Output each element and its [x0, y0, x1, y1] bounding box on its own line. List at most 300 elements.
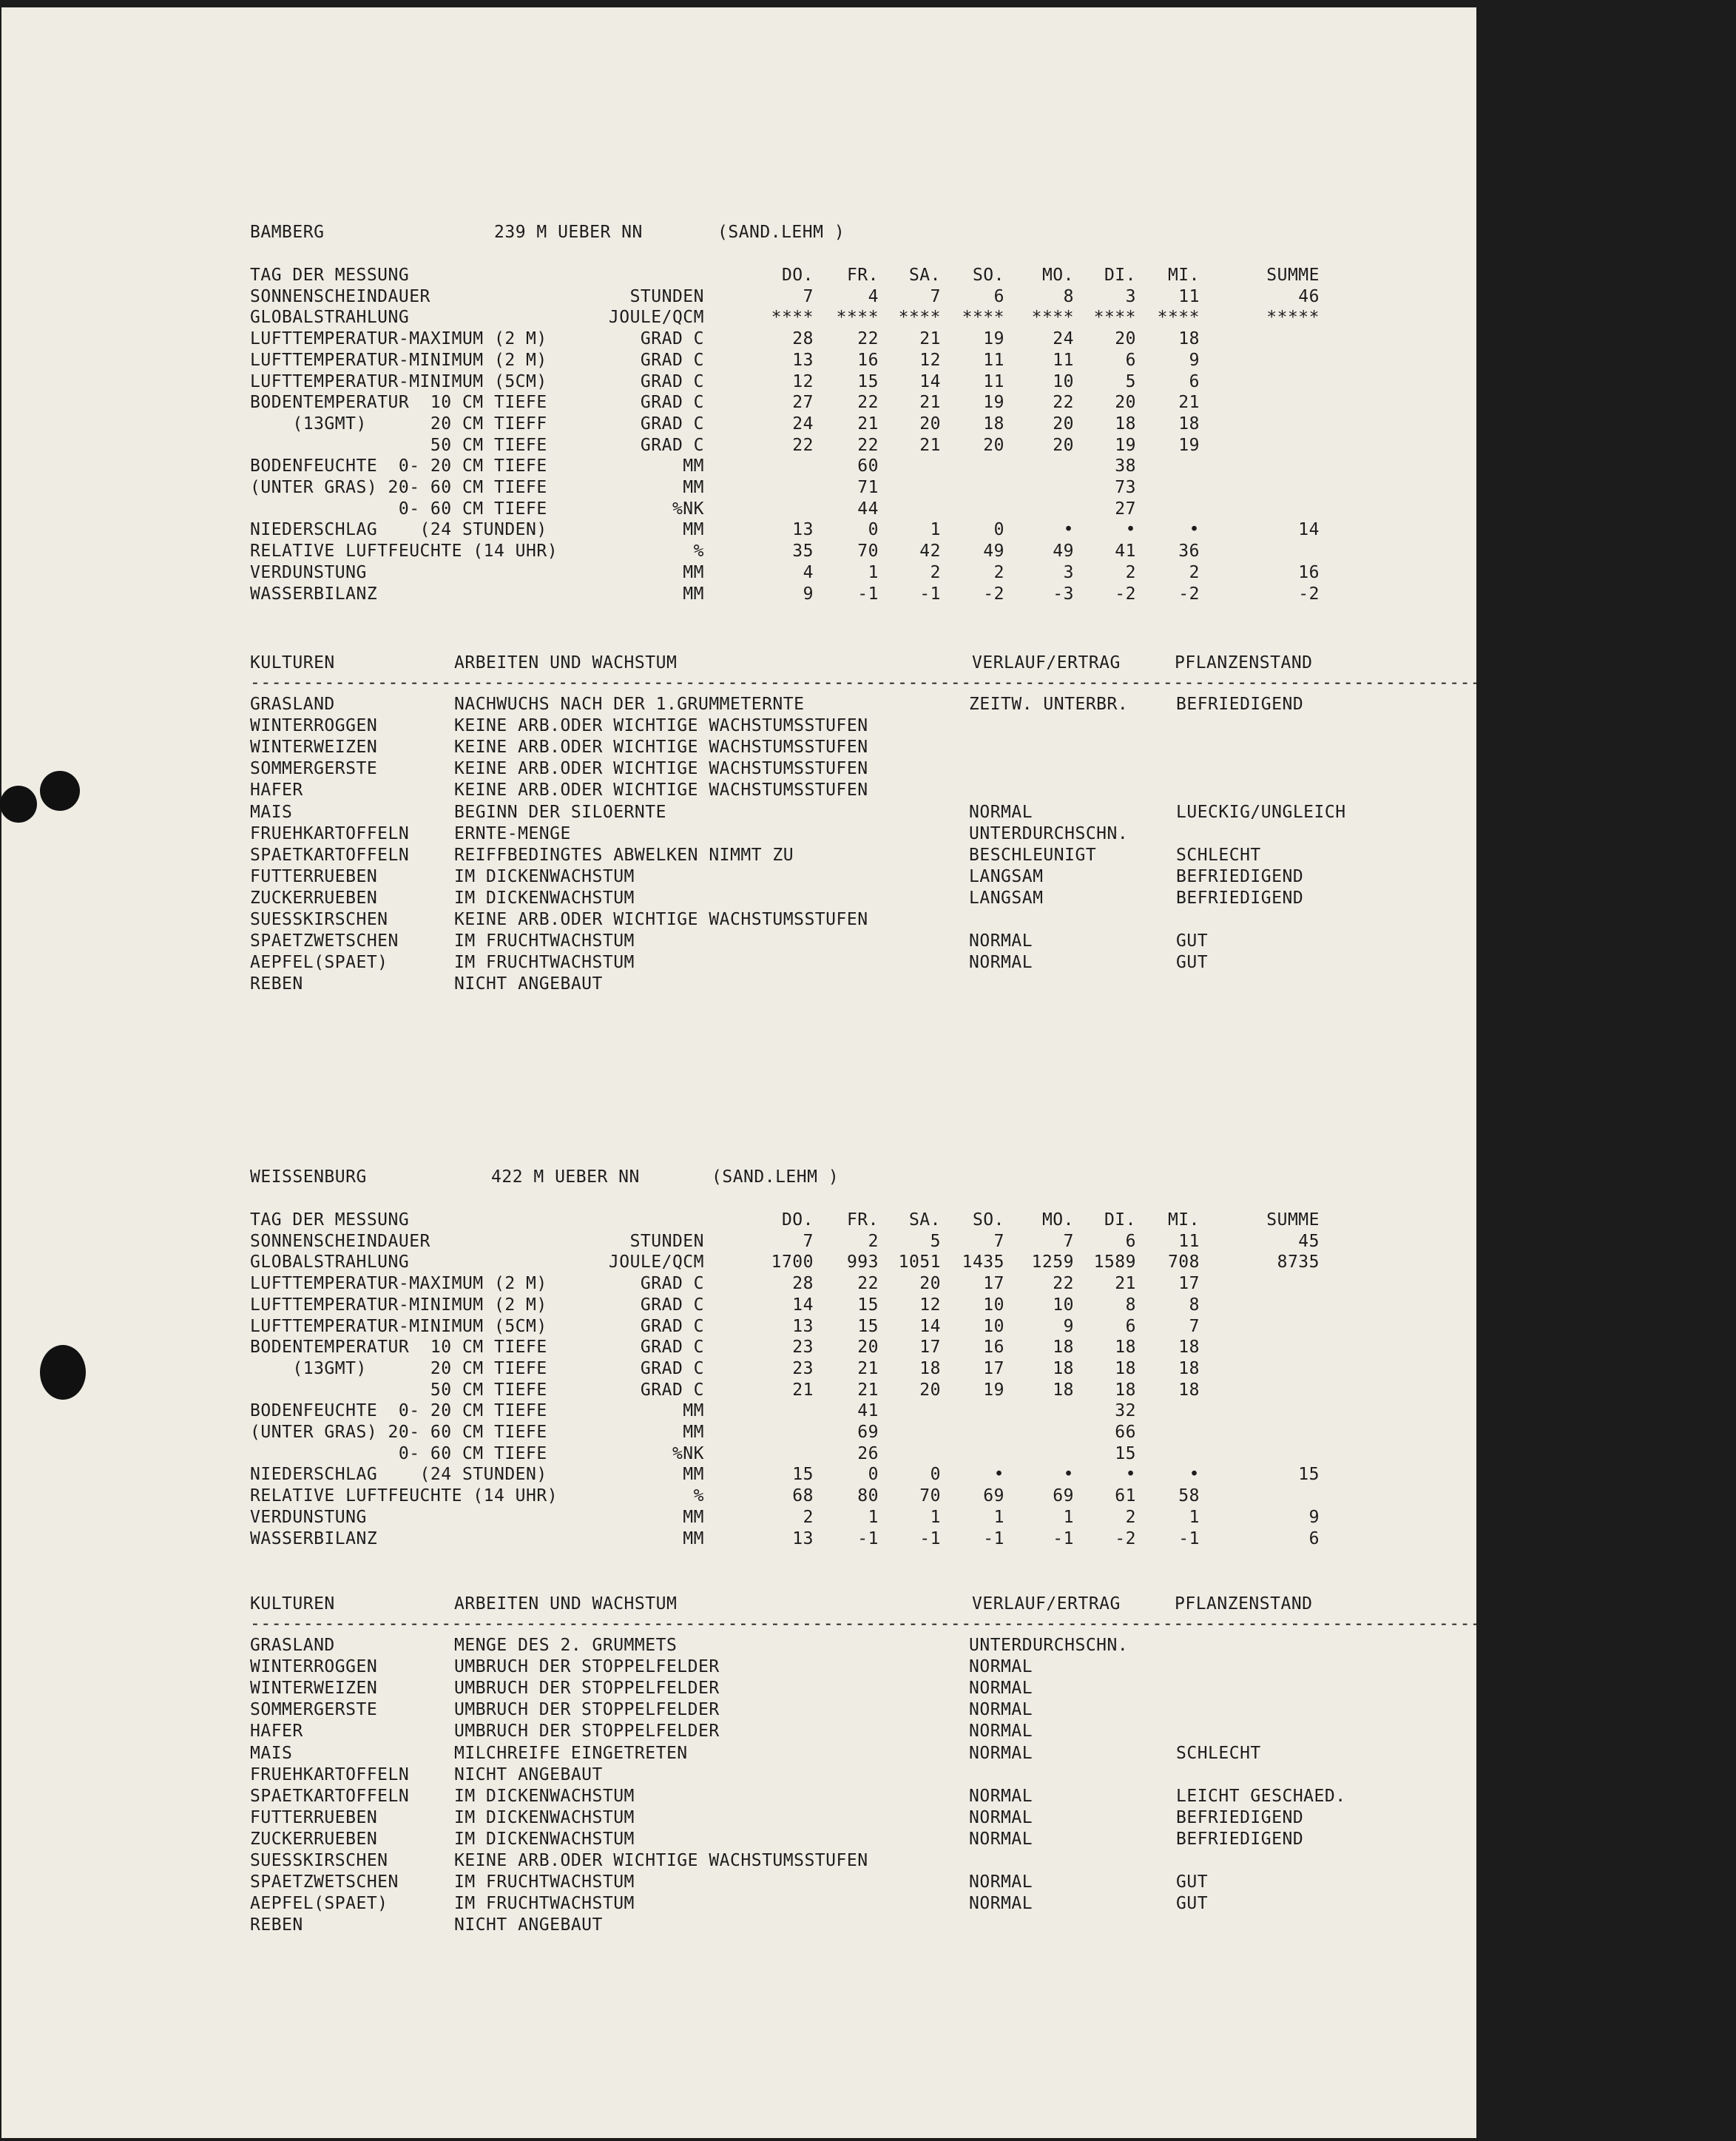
measurement-label: VERDUNSTUNG: [250, 562, 367, 582]
measurement-value: 11: [1178, 1231, 1200, 1251]
day-header: MI.: [1167, 266, 1200, 285]
crop-name: GRASLAND: [250, 695, 335, 714]
crop-state: LEICHT GESCHAED.: [1176, 1786, 1346, 1806]
measurement-value: 20: [1053, 435, 1074, 455]
measurement-label: RELATIVE LUFTFEUCHTE (14 UHR): [250, 542, 558, 562]
measurement-value: 66: [1115, 1423, 1136, 1442]
measurement-unit: MM: [683, 520, 704, 540]
measurement-sum: *****: [1266, 308, 1320, 328]
crop-name: FUTTERRUEBEN: [250, 866, 378, 886]
measurement-value: 16: [857, 350, 879, 370]
punch-hole: [40, 1345, 86, 1400]
crop-name: AEPFEL(SPAET): [250, 1894, 388, 1914]
measurement-value: 7: [803, 286, 814, 306]
measurement-label: LUFTTEMPERATUR-MAXIMUM (2 M): [250, 329, 547, 349]
measurement-value: 13: [792, 350, 814, 370]
station-name: WEISSENBURG: [250, 1167, 367, 1187]
measurement-unit: GRAD C: [640, 1316, 704, 1336]
measurement-label: SONNENSCHEINDAUER: [250, 1231, 430, 1251]
measurement-value: 10: [983, 1316, 1004, 1336]
measurement-value: 22: [857, 435, 879, 455]
crop-name: SPAETZWETSCHEN: [250, 931, 399, 951]
crops-header-course: VERLAUF/ERTRAG: [972, 653, 1121, 672]
measurement-value: 5: [1125, 371, 1136, 391]
measurement-value: 6: [1125, 350, 1136, 370]
measurement-value: 1259: [1031, 1252, 1074, 1272]
measurement-value: 11: [983, 350, 1004, 370]
measurement-value: 1: [930, 1507, 941, 1527]
measurement-value: -1: [1178, 1528, 1200, 1548]
measurement-value: 20: [857, 1338, 879, 1358]
measurement-unit: STUNDEN: [629, 286, 704, 306]
day-header: SA.: [908, 1210, 941, 1230]
measurement-label: (UNTER GRAS) 20- 60 CM TIEFE: [250, 478, 547, 497]
crop-state: GUT: [1176, 1872, 1209, 1892]
measurement-label: BODENTEMPERATUR 10 CM TIEFE: [250, 1338, 547, 1358]
crop-name: WINTERROGGEN: [250, 1657, 378, 1677]
measurement-unit: MM: [683, 456, 704, 476]
crop-work: IM DICKENWACHSTUM: [454, 1807, 635, 1827]
measurement-value: 15: [1115, 1443, 1136, 1463]
divider: --------------------------------------------------------------------------------------------------------------------------------------------: [250, 1614, 1736, 1633]
measurement-value: 10: [983, 1295, 1004, 1315]
measurement-value: 24: [792, 414, 814, 434]
measurement-value: 1: [1189, 1507, 1200, 1527]
crop-course: NORMAL: [969, 1743, 1033, 1763]
measurement-value: -3: [1053, 584, 1074, 604]
measurement-value: 70: [919, 1486, 941, 1506]
measurement-value: 7: [1063, 1231, 1074, 1251]
measurement-value: 11: [983, 371, 1004, 391]
measurement-label: SONNENSCHEINDAUER: [250, 286, 430, 306]
measurement-value: ****: [1093, 308, 1136, 328]
measurement-value: 708: [1167, 1252, 1200, 1272]
day-header: MI.: [1167, 1210, 1200, 1230]
measurement-value: 18: [1053, 1358, 1074, 1378]
measurement-value: 7: [803, 1231, 814, 1251]
measurement-value: 4: [868, 286, 879, 306]
measurement-value: 22: [857, 329, 879, 349]
crop-course: NORMAL: [969, 1829, 1033, 1849]
measurement-value: 1: [930, 520, 941, 540]
measurement-value: 38: [1115, 456, 1136, 476]
measurement-value: 21: [919, 329, 941, 349]
measurement-label: TAG DER MESSUNG: [250, 1210, 410, 1230]
crop-course: NORMAL: [969, 1872, 1033, 1892]
measurement-value: 0: [868, 1465, 879, 1485]
crop-course: NORMAL: [969, 1786, 1033, 1806]
crop-work: IM DICKENWACHSTUM: [454, 888, 635, 908]
measurement-label: BODENFEUCHTE 0- 20 CM TIEFE: [250, 456, 547, 476]
measurement-unit: GRAD C: [640, 371, 704, 391]
punch-hole: [40, 771, 80, 811]
crop-name: MAIS: [250, 802, 293, 822]
measurement-value: 27: [792, 393, 814, 413]
crop-work: MENGE DES 2. GRUMMETS: [454, 1636, 678, 1655]
measurement-value: 18: [983, 414, 1004, 434]
measurement-value: 18: [1178, 329, 1200, 349]
measurement-value: 41: [857, 1401, 879, 1421]
crop-name: REBEN: [250, 974, 303, 994]
measurement-value: 44: [857, 499, 879, 519]
measurement-value: -1: [857, 1528, 879, 1548]
measurement-value: •: [1125, 520, 1136, 540]
day-header: DI.: [1104, 266, 1136, 285]
crop-name: FUTTERRUEBEN: [250, 1807, 378, 1827]
crop-name: SPAETKARTOFFELN: [250, 1786, 410, 1806]
measurement-value: •: [993, 1465, 1004, 1485]
measurement-value: 19: [1178, 435, 1200, 455]
station-altitude: 422 M UEBER NN: [491, 1167, 640, 1187]
crop-work: KEINE ARB.ODER WICHTIGE WACHSTUMSSTUFEN: [454, 780, 868, 800]
crop-state: BEFRIEDIGEND: [1176, 1829, 1304, 1849]
crop-name: FRUEHKARTOFFELN: [250, 1764, 410, 1784]
measurement-value: •: [1189, 1465, 1200, 1485]
measurement-value: -2: [1115, 1528, 1136, 1548]
measurement-value: 7: [993, 1231, 1004, 1251]
measurement-value: 36: [1178, 542, 1200, 562]
crop-state: SCHLECHT: [1176, 1743, 1261, 1763]
measurement-value: 993: [846, 1252, 879, 1272]
measurement-value: 18: [1115, 1358, 1136, 1378]
measurement-value: 18: [1178, 1358, 1200, 1378]
crop-work: NICHT ANGEBAUT: [454, 974, 603, 994]
crop-name: ZUCKERRUEBEN: [250, 1829, 378, 1849]
measurement-value: 22: [1053, 393, 1074, 413]
crop-course: NORMAL: [969, 1657, 1033, 1677]
measurement-value: -1: [1053, 1528, 1074, 1548]
crop-work: KEINE ARB.ODER WICHTIGE WACHSTUMSSTUFEN: [454, 759, 868, 779]
day-header: SO.: [972, 1210, 1004, 1230]
crop-work: KEINE ARB.ODER WICHTIGE WACHSTUMSSTUFEN: [454, 738, 868, 758]
measurement-label: (UNTER GRAS) 20- 60 CM TIEFE: [250, 1423, 547, 1442]
measurement-value: 8: [1189, 1295, 1200, 1315]
crop-work: ERNTE-MENGE: [454, 823, 571, 843]
crop-state: GUT: [1176, 953, 1209, 973]
measurement-value: 21: [919, 393, 941, 413]
measurement-value: 20: [983, 435, 1004, 455]
measurement-label: BODENTEMPERATUR 10 CM TIEFE: [250, 393, 547, 413]
measurement-value: 28: [792, 1274, 814, 1294]
crop-course: NORMAL: [969, 953, 1033, 973]
crop-name: FRUEHKARTOFFELN: [250, 823, 410, 843]
measurement-value: 22: [792, 435, 814, 455]
measurement-value: 26: [857, 1443, 879, 1463]
measurement-value: 69: [1053, 1486, 1074, 1506]
crops-header-crop: KULTUREN: [250, 653, 335, 672]
measurement-value: 21: [1178, 393, 1200, 413]
crop-work: MILCHREIFE EINGETRETEN: [454, 1743, 688, 1763]
measurement-value: 32: [1115, 1401, 1136, 1421]
measurement-value: 1051: [898, 1252, 941, 1272]
measurement-unit: MM: [683, 1528, 704, 1548]
measurement-value: 17: [1178, 1274, 1200, 1294]
measurement-value: 6: [1125, 1316, 1136, 1336]
crop-name: HAFER: [250, 1722, 303, 1742]
crop-name: SUESSKIRSCHEN: [250, 910, 388, 929]
measurement-label: LUFTTEMPERATUR-MINIMUM (2 M): [250, 1295, 547, 1315]
measurement-value: 7: [1189, 1316, 1200, 1336]
measurement-value: 35: [792, 542, 814, 562]
crop-work: IM DICKENWACHSTUM: [454, 1829, 635, 1849]
measurement-value: 2: [993, 562, 1004, 582]
crop-name: WINTERROGGEN: [250, 716, 378, 736]
crop-work: KEINE ARB.ODER WICHTIGE WACHSTUMSSTUFEN: [454, 910, 868, 929]
measurement-unit: GRAD C: [640, 329, 704, 349]
measurement-label: RELATIVE LUFTFEUCHTE (14 UHR): [250, 1486, 558, 1506]
crop-course: LANGSAM: [969, 866, 1044, 886]
crop-work: IM FRUCHTWACHSTUM: [454, 1872, 635, 1892]
measurement-value: 69: [983, 1486, 1004, 1506]
measurement-value: 2: [803, 1507, 814, 1527]
measurement-value: 22: [1053, 1274, 1074, 1294]
measurement-unit: GRAD C: [640, 435, 704, 455]
measurement-value: 17: [919, 1338, 941, 1358]
station-altitude: 239 M UEBER NN: [494, 223, 643, 242]
station-soil: (SAND.LEHM ): [717, 223, 845, 242]
measurement-unit: MM: [683, 584, 704, 604]
measurement-value: 20: [1115, 329, 1136, 349]
crop-name: WINTERWEIZEN: [250, 1679, 378, 1699]
crops-header-state: PFLANZENSTAND: [1175, 653, 1313, 672]
measurement-value: 14: [919, 1316, 941, 1336]
crop-work: IM FRUCHTWACHSTUM: [454, 953, 635, 973]
crop-work: BEGINN DER SILOERNTE: [454, 802, 666, 822]
measurement-unit: JOULE/QCM: [608, 1252, 704, 1272]
measurement-value: 12: [919, 350, 941, 370]
day-header: FR.: [846, 1210, 879, 1230]
measurement-sum: 6: [1308, 1528, 1320, 1548]
measurement-sum: 45: [1298, 1231, 1320, 1251]
measurement-unit: MM: [683, 1507, 704, 1527]
measurement-value: 3: [1125, 286, 1136, 306]
divider: --------------------------------------------------------------------------------------------------------------------------------------------: [250, 673, 1736, 692]
measurement-value: 73: [1115, 478, 1136, 497]
measurement-value: 28: [792, 329, 814, 349]
measurement-label: 50 CM TIEFE: [250, 435, 547, 455]
measurement-value: -2: [1115, 584, 1136, 604]
crop-name: SOMMERGERSTE: [250, 1700, 378, 1720]
measurement-value: 61: [1115, 1486, 1136, 1506]
measurement-value: •: [1063, 1465, 1074, 1485]
crop-state: SCHLECHT: [1176, 845, 1261, 865]
measurement-value: 5: [930, 1231, 941, 1251]
crop-name: HAFER: [250, 780, 303, 800]
crop-work: NICHT ANGEBAUT: [454, 1915, 603, 1935]
measurement-label: NIEDERSCHLAG (24 STUNDEN): [250, 520, 547, 540]
measurement-sum: 16: [1298, 562, 1320, 582]
measurement-value: 14: [919, 371, 941, 391]
measurement-unit: %NK: [672, 1443, 704, 1463]
crop-work: NICHT ANGEBAUT: [454, 1764, 603, 1784]
measurement-value: 8: [1125, 1295, 1136, 1315]
measurement-value: 18: [1115, 414, 1136, 434]
measurement-sum: 15: [1298, 1465, 1320, 1485]
measurement-value: 18: [919, 1358, 941, 1378]
measurement-value: 9: [1189, 350, 1200, 370]
crop-course: BESCHLEUNIGT: [969, 845, 1097, 865]
crop-work: IM FRUCHTWACHSTUM: [454, 1894, 635, 1914]
day-header: DO.: [781, 1210, 814, 1230]
measurement-value: ****: [962, 308, 1004, 328]
crop-course: NORMAL: [969, 1679, 1033, 1699]
measurement-value: 3: [1063, 562, 1074, 582]
measurement-value: 20: [919, 1380, 941, 1400]
measurement-unit: GRAD C: [640, 1274, 704, 1294]
measurement-value: 20: [1053, 414, 1074, 434]
measurement-unit: MM: [683, 1401, 704, 1421]
measurement-value: 12: [919, 1295, 941, 1315]
measurement-value: 22: [857, 1274, 879, 1294]
crop-work: NACHWUCHS NACH DER 1.GRUMMETERNTE: [454, 695, 805, 714]
measurement-value: 21: [919, 435, 941, 455]
measurement-value: ****: [1031, 308, 1074, 328]
measurement-value: 9: [803, 584, 814, 604]
measurement-value: 19: [983, 1380, 1004, 1400]
measurement-unit: JOULE/QCM: [608, 308, 704, 328]
crop-name: ZUCKERRUEBEN: [250, 888, 378, 908]
crop-name: SPAETZWETSCHEN: [250, 1872, 399, 1892]
measurement-value: 11: [1178, 286, 1200, 306]
measurement-value: 13: [792, 1316, 814, 1336]
crop-state: BEFRIEDIGEND: [1176, 1807, 1304, 1827]
measurement-value: 15: [857, 371, 879, 391]
measurement-value: 15: [792, 1465, 814, 1485]
measurement-value: 49: [983, 542, 1004, 562]
measurement-value: 58: [1178, 1486, 1200, 1506]
measurement-value: 18: [1053, 1380, 1074, 1400]
measurement-value: 1: [868, 562, 879, 582]
crop-name: REBEN: [250, 1915, 303, 1935]
measurement-value: 17: [983, 1274, 1004, 1294]
crop-work: IM DICKENWACHSTUM: [454, 1786, 635, 1806]
crop-course: NORMAL: [969, 802, 1033, 822]
measurement-value: 15: [857, 1295, 879, 1315]
measurement-value: -1: [857, 584, 879, 604]
crops-header-course: VERLAUF/ERTRAG: [972, 1594, 1121, 1614]
crop-course: NORMAL: [969, 1700, 1033, 1720]
day-header: DI.: [1104, 1210, 1136, 1230]
measurement-value: 21: [857, 1380, 879, 1400]
measurement-unit: GRAD C: [640, 393, 704, 413]
measurement-value: 12: [792, 371, 814, 391]
measurement-value: 60: [857, 456, 879, 476]
measurement-value: 19: [983, 393, 1004, 413]
measurement-value: 0: [868, 520, 879, 540]
measurement-value: 18: [1115, 1338, 1136, 1358]
crop-name: WINTERWEIZEN: [250, 738, 378, 758]
measurement-value: 9: [1063, 1316, 1074, 1336]
measurement-value: 11: [1053, 350, 1074, 370]
measurement-value: 15: [857, 1316, 879, 1336]
measurement-value: 10: [1053, 371, 1074, 391]
measurement-value: 13: [792, 1528, 814, 1548]
measurement-label: WASSERBILANZ: [250, 1528, 378, 1548]
measurement-label: LUFTTEMPERATUR-MINIMUM (5CM): [250, 1316, 547, 1336]
crop-work: REIFFBEDINGTES ABWELKEN NIMMT ZU: [454, 845, 794, 865]
crop-state: LUECKIG/UNGLEICH: [1176, 802, 1346, 822]
measurement-unit: GRAD C: [640, 1358, 704, 1378]
measurement-value: 16: [983, 1338, 1004, 1358]
measurement-value: ****: [836, 308, 879, 328]
measurement-unit: GRAD C: [640, 350, 704, 370]
measurement-value: 10: [1053, 1295, 1074, 1315]
crop-state: BEFRIEDIGEND: [1176, 695, 1304, 714]
crop-course: NORMAL: [969, 1722, 1033, 1742]
crop-name: SOMMERGERSTE: [250, 759, 378, 779]
crop-course: UNTERDURCHSCHN.: [969, 1636, 1129, 1655]
crop-course: NORMAL: [969, 931, 1033, 951]
measurement-value: 19: [983, 329, 1004, 349]
crop-work: UMBRUCH DER STOPPELFELDER: [454, 1657, 720, 1677]
sum-header: SUMME: [1266, 266, 1320, 285]
measurement-sum: 8735: [1277, 1252, 1320, 1272]
measurement-label: WASSERBILANZ: [250, 584, 378, 604]
measurement-value: 22: [857, 393, 879, 413]
measurement-value: 23: [792, 1338, 814, 1358]
crop-course: NORMAL: [969, 1807, 1033, 1827]
measurement-label: GLOBALSTRAHLUNG: [250, 1252, 410, 1272]
measurement-unit: GRAD C: [640, 1295, 704, 1315]
measurement-sum: 9: [1308, 1507, 1320, 1527]
crop-state: BEFRIEDIGEND: [1176, 888, 1304, 908]
measurement-value: 70: [857, 542, 879, 562]
measurement-value: 1589: [1093, 1252, 1136, 1272]
crops-header-work: ARBEITEN UND WACHSTUM: [454, 1594, 678, 1614]
measurement-value: 21: [792, 1380, 814, 1400]
measurement-label: 0- 60 CM TIEFE: [250, 499, 547, 519]
measurement-value: 71: [857, 478, 879, 497]
measurement-value: 18: [1053, 1338, 1074, 1358]
crop-course: ZEITW. UNTERBR.: [969, 695, 1129, 714]
day-header: DO.: [781, 266, 814, 285]
measurement-value: •: [1125, 1465, 1136, 1485]
measurement-unit: %NK: [672, 499, 704, 519]
measurement-label: 50 CM TIEFE: [250, 1380, 547, 1400]
measurement-sum: -2: [1298, 584, 1320, 604]
measurement-label: BODENFEUCHTE 0- 20 CM TIEFE: [250, 1401, 547, 1421]
measurement-unit: MM: [683, 478, 704, 497]
crop-course: NORMAL: [969, 1894, 1033, 1914]
report-page: [1, 7, 1736, 2138]
measurement-value: 2: [1125, 562, 1136, 582]
measurement-value: 8: [1063, 286, 1074, 306]
crop-course: LANGSAM: [969, 888, 1044, 908]
measurement-value: 1700: [771, 1252, 814, 1272]
measurement-value: 7: [930, 286, 941, 306]
measurement-value: 21: [857, 414, 879, 434]
day-header: MO.: [1041, 1210, 1074, 1230]
crops-header-state: PFLANZENSTAND: [1175, 1594, 1313, 1614]
measurement-label: GLOBALSTRAHLUNG: [250, 308, 410, 328]
measurement-value: 13: [792, 520, 814, 540]
measurement-label: (13GMT) 20 CM TIEFF: [250, 414, 547, 434]
measurement-unit: MM: [683, 1465, 704, 1485]
crop-work: UMBRUCH DER STOPPELFELDER: [454, 1700, 720, 1720]
measurement-value: 69: [857, 1423, 879, 1442]
crop-state: GUT: [1176, 1894, 1209, 1914]
measurement-value: 23: [792, 1358, 814, 1378]
measurement-value: 21: [857, 1358, 879, 1378]
measurement-value: -2: [983, 584, 1004, 604]
measurement-value: 18: [1115, 1380, 1136, 1400]
measurement-value: 4: [803, 562, 814, 582]
crop-work: IM FRUCHTWACHSTUM: [454, 931, 635, 951]
measurement-value: 0: [993, 520, 1004, 540]
measurement-label: LUFTTEMPERATUR-MAXIMUM (2 M): [250, 1274, 547, 1294]
measurement-value: 6: [993, 286, 1004, 306]
measurement-value: 2: [930, 562, 941, 582]
